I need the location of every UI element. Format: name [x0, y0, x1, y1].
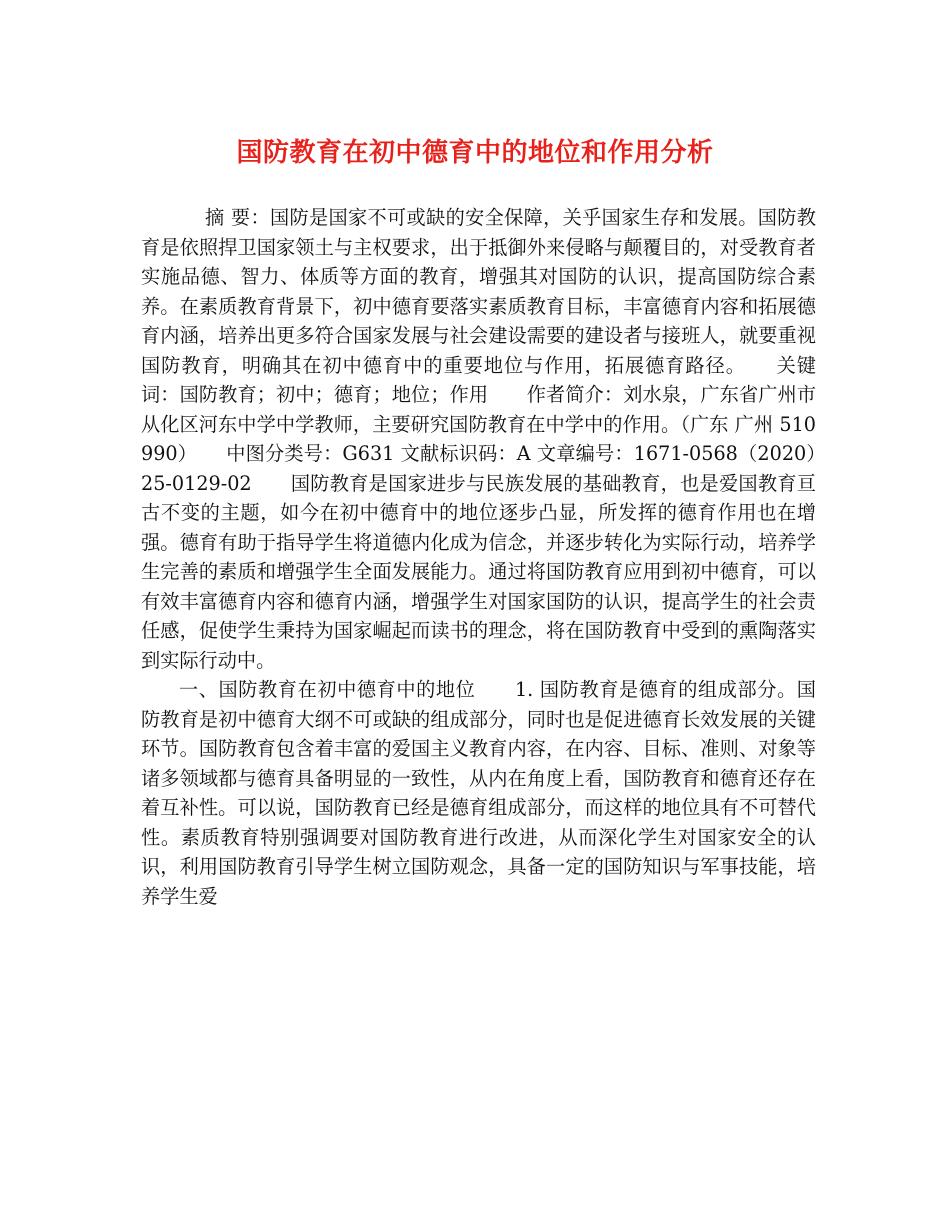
section-one-paragraph: 一、国防教育在初中德育中的地位 1. 国防教育是德育的组成部分。国防教育是初中德育大纲不可或缺的组成部分，同时也是促进德育长效发展的关键环节。国防教育包含着丰富的爱国主义教育内容，在内容、目标、准则、对象等诸多领域都与德育具备明显的一致性，从内在角度上看，国防教育和德育还存在着互补性。可以说，国防教育已经是德育组成部分，而这样的地位具有不可替代性。素质教育特别强调要对国防教育进行改进，从而深化学生对国家安全的认识，利用国防教育引导学生树立国防观念，具备一定的国防知识与军事技能，培养学生爱 — [141, 678, 816, 908]
abstract-paragraph: 摘 要：国防是国家不可或缺的安全保障，关乎国家生存和发展。国防教育是依照捍卫国家领土与主权要求，出于抵御外来侵略与颠覆目的，对受教育者实施品德、智力、体质等方面的教育，增强其对国防的认识，提高国防综合素养。在素质教育背景下，初中德育要落实素质教育目标，丰富德育内容和拓展德育内涵，培养出更多符合国家发展与社会建设需要的建设者与接班人，就要重视国防教育，明确其在初中德育中的重要地位与作用，拓展德育路径。 关键词：国防教育；初中；德育；地位；作用 作者简介：刘水泉，广东省广州市从化区河东中学中学教师，主要研究国防教育在中学中的作用。（广东 广州 510990） 中图分类号：G631 文献标识码：A 文章编号：1671-0568（2020）25-0129-02 国防教育是国家进步与民族发展的基础教育，也是爱国教育亘古不变的主题，如今在初中德育中的地位逐步凸显，所发挥的德育作用也在增强。德育有助于指导学生将道德内化成为信念，并逐步转化为实际行动，培养学生完善的素质和增强学生全面发展能力。通过将国防教育应用到初中德育，可以有效丰富德育内容和德育内涵，增强学生对国家国防的认识，提高学生的社会责任感，促使学生秉持为国家崛起而读书的理念，将在国防教育中受到的熏陶落实到实际行动中。 — [141, 206, 816, 672]
document-body — [141, 203, 816, 911]
document-title: 国防教育在初中德育中的地位和作用分析 — [236, 138, 714, 168]
